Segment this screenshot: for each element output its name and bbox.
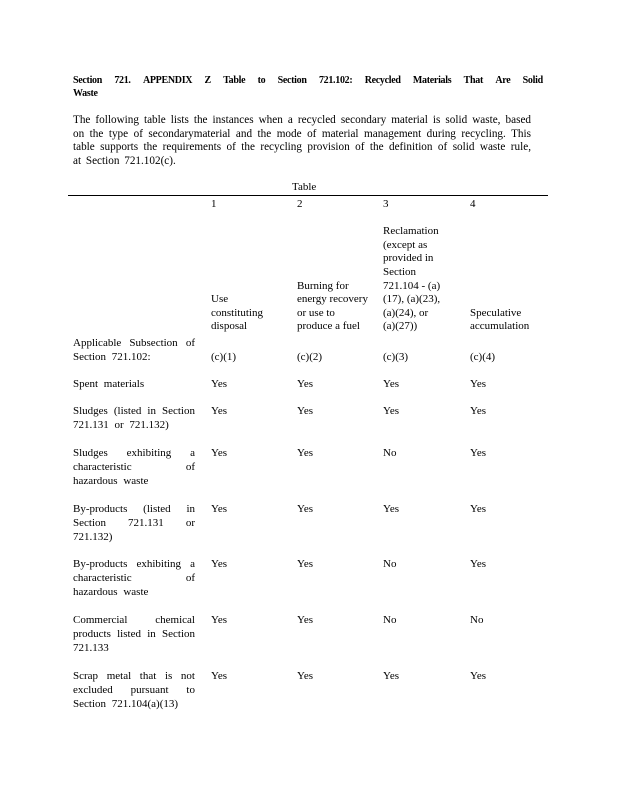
table-cell: Yes: [470, 503, 487, 515]
heading-word: Table: [223, 75, 246, 86]
row-label: Sludges exhibiting a characteristic of hazardous waste: [73, 447, 195, 487]
table-cell: Yes: [470, 670, 487, 682]
row-label: By-products (listed in Section 721.131 or 721.132): [73, 503, 195, 543]
column-number: 3: [383, 198, 389, 210]
table-cell: No: [383, 614, 397, 626]
column-number: 4: [470, 198, 476, 210]
intro-paragraph: The following table lists the instances when a recycled secondary material is solid waste, based on the type of secondarymaterial and the mode of material management during recycling. This table supports the requirements of the recycling provision of the definition of solid waste rule, at Section 721.102(c).: [73, 114, 531, 167]
table-cell: Yes: [383, 670, 400, 682]
heading-word: Section: [73, 75, 103, 86]
row-label: Spent materials: [73, 378, 145, 390]
subsection-value: (c)(1): [211, 351, 237, 363]
table-cell: Yes: [297, 558, 314, 570]
table-cell: Yes: [470, 447, 487, 459]
table-cell: Yes: [383, 503, 400, 515]
subsection-value: (c)(3): [383, 351, 409, 363]
column-number: 2: [297, 198, 303, 210]
table-cell: Yes: [211, 447, 228, 459]
table-cell: Yes: [383, 405, 400, 417]
heading-word: Section: [277, 75, 307, 86]
heading-word: 721.: [114, 75, 131, 86]
table-cell: Yes: [211, 503, 228, 515]
column-number: 1: [211, 198, 217, 210]
table-cell: Yes: [470, 558, 487, 570]
table-cell: Yes: [211, 670, 228, 682]
subsection-value: (c)(2): [297, 351, 323, 363]
table-cell: Yes: [297, 614, 314, 626]
table-cell: Yes: [211, 614, 228, 626]
table-cell: Yes: [297, 503, 314, 515]
heading-word: APPENDIX: [142, 75, 193, 86]
table-cell: No: [383, 558, 397, 570]
row-label: Sludges (listed in Section 721.131 or 721.132): [73, 405, 195, 431]
table-cell: No: [470, 614, 484, 626]
subsection-label: Applicable Subsection of Section 721.102:: [73, 337, 195, 363]
table-cell: Yes: [383, 378, 400, 390]
table-cell: Yes: [211, 405, 228, 417]
table-cell: Yes: [297, 378, 314, 390]
table-caption: Table: [292, 181, 317, 193]
column-header: Reclamation (except as provided in Section 721.104 - (a)(17), (a)(23), (a)(24), or (a)(27)): [383, 225, 441, 333]
heading-word: 721.102:: [318, 75, 353, 86]
heading-word: Recycled: [364, 75, 401, 86]
row-label: Scrap metal that is not excluded pursuant to Section 721.104(a)(13): [73, 670, 195, 710]
column-header: Use constituting disposal: [211, 293, 263, 333]
table-cell: Yes: [211, 378, 228, 390]
section-heading-line: [73, 74, 543, 87]
heading-word: Z: [204, 75, 211, 86]
table-cell: Yes: [470, 405, 487, 417]
table-cell: Yes: [297, 670, 314, 682]
column-header: Speculative accumulation: [470, 306, 530, 333]
section-heading: [73, 74, 543, 100]
column-header: Burning for energy recovery or use to produce a fuel: [297, 279, 368, 333]
subsection-value: (c)(4): [470, 351, 496, 363]
table-cell: No: [383, 447, 397, 459]
heading-word: Are: [495, 75, 511, 86]
heading-word: to: [257, 75, 266, 86]
table-cell: Yes: [297, 405, 314, 417]
row-label: By-products exhibiting a characteristic of hazardous waste: [73, 558, 195, 598]
section-heading-last-line: Waste: [73, 88, 98, 99]
row-label: Commercial chemical products listed in Section 721.133: [73, 614, 195, 654]
table-top-rule: [68, 195, 548, 196]
table-cell: Yes: [470, 378, 487, 390]
table-cell: Yes: [211, 558, 228, 570]
heading-word: Solid: [522, 75, 543, 86]
heading-word: That: [463, 75, 484, 86]
heading-word: Materials: [412, 75, 452, 86]
table-cell: Yes: [297, 447, 314, 459]
